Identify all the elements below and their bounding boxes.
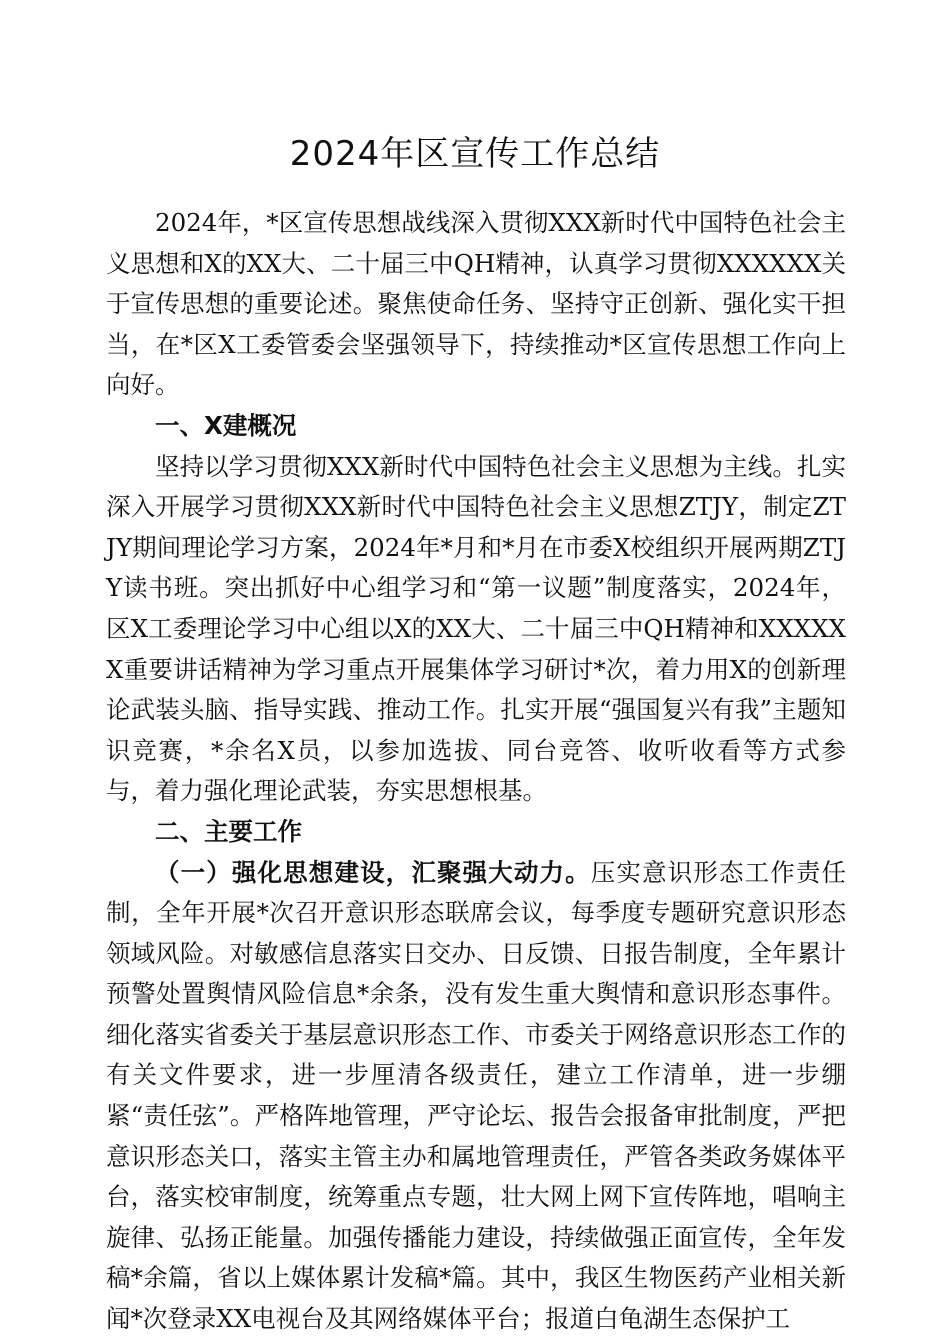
main-work-paragraph-1: [106, 853, 846, 1340]
section-heading-main-work: 二、主要工作: [155, 816, 302, 846]
intro-paragraph: 2024年，*区宣传思想战线深入贯彻XXX新时代中国特色社会主义思想和X的XX大、二十届三中QH精神，认真学习贯彻XXXXXX关于宣传思想的重要论述。聚焦使命任务、坚持守正创新、强化实干担当，在*区X工委管委会坚强领导下，持续推动*区宣传思想工作向上向好。: [106, 208, 846, 400]
section-heading-overview: 一、X建概况: [155, 410, 297, 440]
overview-paragraph: 坚持以学习贯彻XXX新时代中国特色社会主义思想为主线。扎实深入开展学习贯彻XXX新时代中国特色社会主义思想ZTJY，制定ZTJY期间理论学习方案，2024年*月和*月在市委X校组织开展两期ZTJY读书班。突出抓好中心组学习和“第一议题”制度落实，2024年，区X工委理论学习中心组以X的XX大、二十届三中QH精神和XXXXXX重要讲话精神为学习重点开展集体学习研讨*次，着力用X的创新理论武装头脑、指导实践、推动工作。扎实开展“强国复兴有我”主题知识竞赛，*余名X员，以参加选拔、同台竞答、收听收看等方式参与，着力强化理论武装，夯实思想根基。: [106, 451, 846, 806]
main-work-item-1-lead: （一）强化思想建设，汇聚强大动力。: [155, 857, 591, 887]
document-body: [106, 203, 846, 1340]
main-work-item-1-body: 压实意识形态工作责任制，全年开展*次召开意识形态联席会议，每季度专题研究意识形态领域风险。对敏感信息落实日交办、日反馈、日报告制度，全年累计预警处置舆情风险信息*余条，没有发生重大舆情和意识形态事件。细化落实省委关于基层意识形态工作、市委关于网络意识形态工作的有关文件要求，进一步厘清各级责任，建立工作清单，进一步绷紧“责任弦”。严格阵地管理，严守论坛、报告会报备审批制度，严把意识形态关口，落实主管主办和属地管理责任，严管各类政务媒体平台，落实校审制度，统筹重点专题，壮大网上网下宣传阵地，唱响主旋律、弘扬正能量。加强传播能力建设，持续做强正面宣传，全年发稿*余篇，省以上媒体累计发稿*篇。其中，我区生物医药产业相关新闻*次登录XX电视台及其网络媒体平台；报道白龟湖生态保护工: [106, 857, 847, 1334]
document-title: 2024年区宣传工作总结: [289, 134, 661, 174]
